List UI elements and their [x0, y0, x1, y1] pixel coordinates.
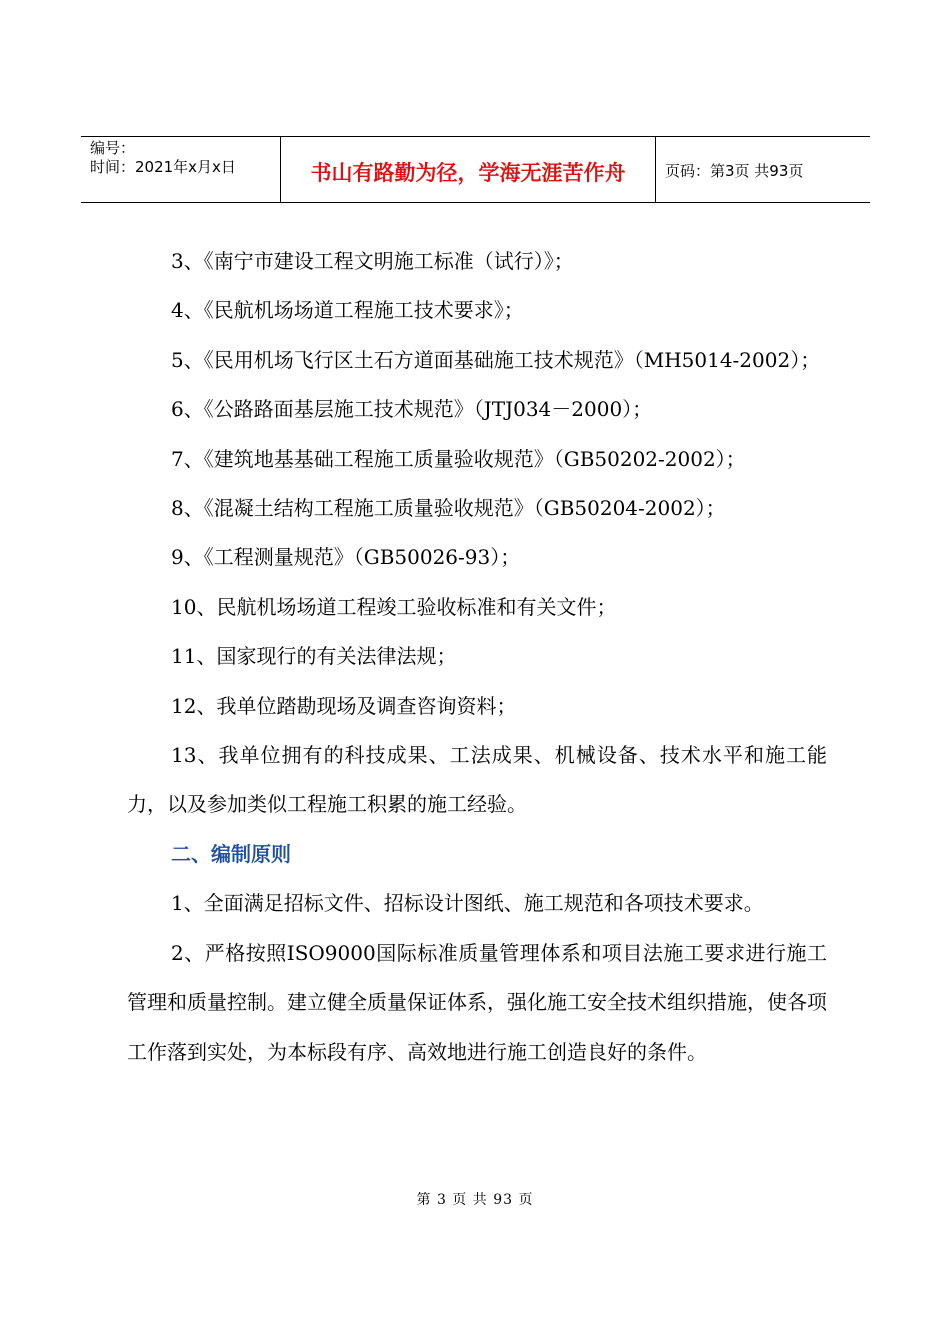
header-time: 时间：2021年x月x日: [90, 158, 236, 176]
header-number: 编号：: [90, 139, 136, 157]
document-body: [127, 237, 827, 1077]
list-item: 10、民航机场场道工程竣工验收标准和有关文件；: [171, 594, 617, 619]
list-item: 3、《南宁市建设工程文明施工标准（试行）》；: [171, 249, 574, 273]
list-item: 8、《混凝土结构工程施工质量验收规范》（GB50204-2002）；: [171, 496, 726, 521]
document-header: [81, 136, 870, 203]
list-item: 9、《工程测量规范》（GB50026-93）；: [171, 545, 521, 570]
list-item: 5、《民用机场飞行区土石方道面基础施工技术规范》（MH5014-2002）；: [171, 347, 821, 372]
header-page-info: 页码：第3页 共93页: [665, 162, 804, 180]
page-footer: 第 3 页 共 93 页: [416, 1192, 534, 1208]
section-heading: 二、编制原则: [171, 841, 291, 866]
principle-item: 2、严格按照ISO9000国际标准质量管理体系和项目法施工要求进行施工管理和质量控制。建立健全质量保证体系，强化施工安全技术组织措施，使各项工作落到实处，为本标段有序、高效地进行施工创造良好的条件。: [127, 940, 827, 1064]
list-item: 13、我单位拥有的科技成果、工法成果、机械设备、技术水平和施工能力，以及参加类似工程施工积累的施工经验。: [127, 743, 827, 817]
list-item: 11、国家现行的有关法律法规；: [171, 644, 457, 669]
header-motto: 书山有路勤为径，学海无涯苦作舟: [281, 137, 656, 202]
list-item: 6、《公路路面基层施工技术规范》（JTJ034－2000）；: [171, 397, 653, 422]
list-item: 7、《建筑地基基础工程施工质量验收规范》（GB50202-2002）；: [171, 446, 746, 471]
list-item: 4、《民航机场场道工程施工技术要求》；: [171, 298, 524, 323]
list-item: 12、我单位踏勘现场及调查咨询资料；: [171, 693, 517, 718]
header-meta: [81, 137, 281, 202]
principle-item: 1、全面满足招标文件、招标设计图纸、施工规范和各项技术要求。: [171, 891, 764, 916]
